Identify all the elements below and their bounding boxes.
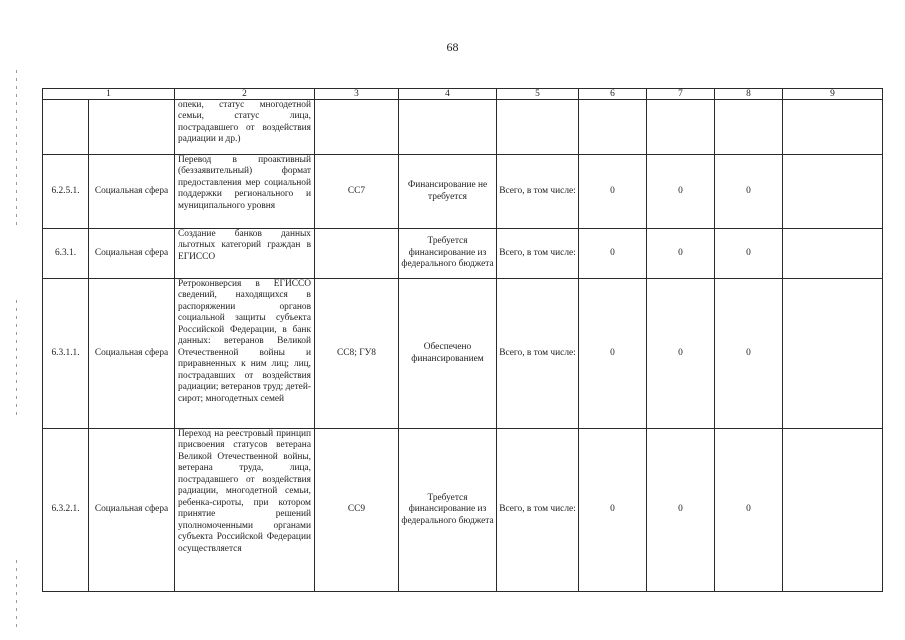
- row-total: Всего, в том числе:: [497, 279, 579, 429]
- row-id: 6.3.1.: [43, 229, 89, 279]
- measures-table: [42, 88, 883, 592]
- row-value-6: 0: [579, 229, 647, 279]
- row-id: 6.3.2.1.: [43, 429, 89, 592]
- row-total: [497, 100, 579, 155]
- row-code: СС8; ГУ8: [315, 279, 399, 429]
- row-value-8: 0: [715, 279, 783, 429]
- row-value-9: [783, 100, 883, 155]
- row-value-8: 0: [715, 229, 783, 279]
- row-id: [43, 100, 89, 155]
- row-description: Переход на реестровый принцип присвоения статусов ветерана Великой Отечественной войны, ветерана труда, лица, пострадавшего от воздействия радиации, многодетной семьи, ребенка-сироты, при котором принятие решений уполномоченными органами субъекта Российской Федерации осуществляется: [175, 429, 315, 592]
- row-value-9: [783, 429, 883, 592]
- row-value-8: 0: [715, 429, 783, 592]
- row-code: [315, 229, 399, 279]
- row-value-7: 0: [647, 429, 715, 592]
- row-sphere: Социальная сфера: [89, 279, 175, 429]
- row-financing: Требуется финансирование из федерального бюджета: [399, 429, 497, 592]
- row-value-7: 0: [647, 155, 715, 229]
- row-code: СС7: [315, 155, 399, 229]
- header-col-7: 7: [647, 89, 715, 100]
- header-row: [43, 89, 883, 100]
- row-financing: Финансирование не требуется: [399, 155, 497, 229]
- row-value-7: [647, 100, 715, 155]
- row-value-9: [783, 155, 883, 229]
- margin-scan-mark: [16, 560, 17, 630]
- row-sphere: [89, 100, 175, 155]
- row-value-9: [783, 279, 883, 429]
- table-row: [43, 229, 883, 279]
- row-financing: [399, 100, 497, 155]
- row-id: 6.2.5.1.: [43, 155, 89, 229]
- margin-scan-mark: [16, 70, 17, 230]
- header-col-1: 1: [43, 89, 175, 100]
- header-col-9: 9: [783, 89, 883, 100]
- header-col-6: 6: [579, 89, 647, 100]
- row-total: Всего, в том числе:: [497, 155, 579, 229]
- row-sphere: Социальная сфера: [89, 229, 175, 279]
- header-col-2: 2: [175, 89, 315, 100]
- row-sphere: Социальная сфера: [89, 155, 175, 229]
- row-value-6: 0: [579, 155, 647, 229]
- header-col-4: 4: [399, 89, 497, 100]
- header-col-8: 8: [715, 89, 783, 100]
- row-total: Всего, в том числе:: [497, 429, 579, 592]
- row-description: Перевод в проактивный (беззаявительный) формат предоставления мер социальной поддержки регионального и муниципального уровня: [175, 155, 315, 229]
- page-number: 68: [446, 40, 459, 54]
- row-total: Всего, в том числе:: [497, 229, 579, 279]
- row-id: 6.3.1.1.: [43, 279, 89, 429]
- row-value-7: 0: [647, 229, 715, 279]
- row-value-6: 0: [579, 279, 647, 429]
- table-row: [43, 100, 883, 155]
- table-row: [43, 429, 883, 592]
- row-sphere: Социальная сфера: [89, 429, 175, 592]
- row-value-8: 0: [715, 155, 783, 229]
- margin-scan-mark: [16, 300, 17, 420]
- row-financing: Обеспечено финансированием: [399, 279, 497, 429]
- row-description: Создание банков данных льготных категорий граждан в ЕГИССО: [175, 229, 315, 279]
- row-description: Ретроконверсия в ЕГИССО сведений, находящихся в распоряжении органов социальной защиты субъекта Российской Федерации, в банк данных: ветеранов Великой Отечественной войны и приравненных к ним лиц; лиц, пострадавших от воздействия радиации; ветеранов труд; детей-сирот; многодетных семей: [175, 279, 315, 429]
- row-value-9: [783, 229, 883, 279]
- row-value-7: 0: [647, 279, 715, 429]
- table-row: [43, 279, 883, 429]
- header-col-5: 5: [497, 89, 579, 100]
- row-code: СС9: [315, 429, 399, 592]
- table-row: [43, 155, 883, 229]
- row-value-6: 0: [579, 429, 647, 592]
- row-description: опеки, статус многодетной семьи, статус лица, пострадавшего от воздействия радиации и др.): [175, 100, 315, 155]
- row-value-6: [579, 100, 647, 155]
- row-code: [315, 100, 399, 155]
- row-financing: Требуется финансирование из федерального бюджета: [399, 229, 497, 279]
- header-col-3: 3: [315, 89, 399, 100]
- row-value-8: [715, 100, 783, 155]
